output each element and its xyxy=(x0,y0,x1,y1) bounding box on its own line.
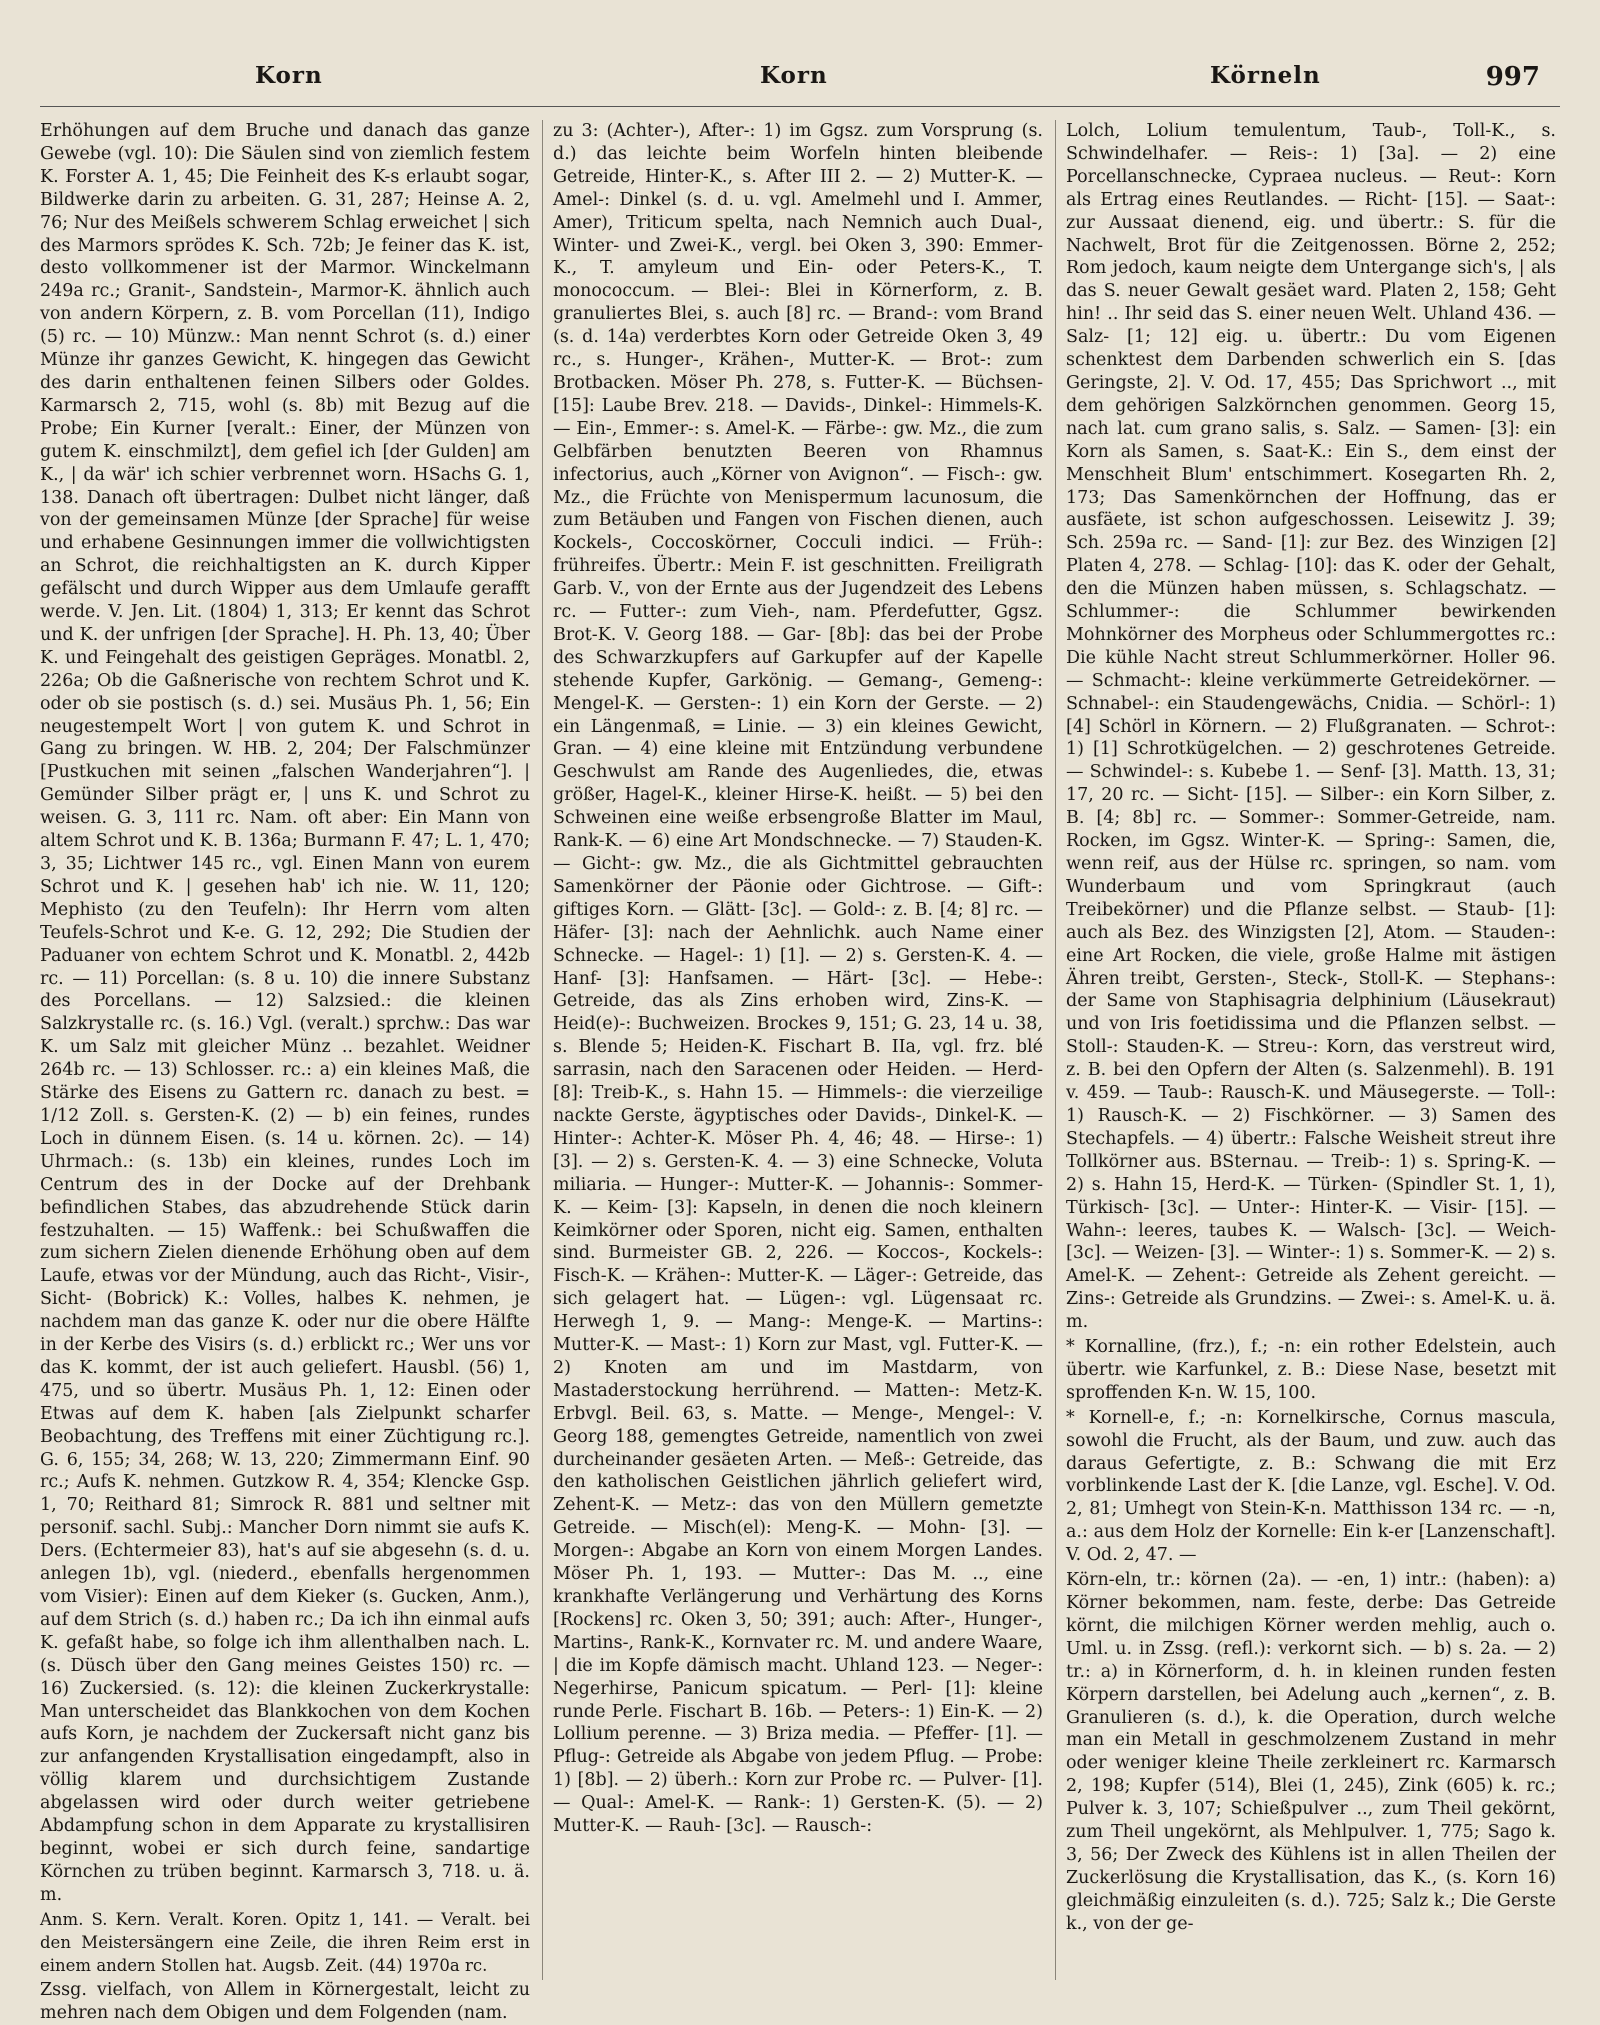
column-divider xyxy=(542,120,543,1980)
column-divider xyxy=(1055,120,1056,1980)
compound-intro-paragraph: Zssg. vielfach, von Allem in Körnergestalt, leicht zu mehren nach dem Obigen und dem Folgenden (nam. xyxy=(40,1980,530,2024)
header-center-headword: Korn xyxy=(760,62,828,89)
text-column-3 xyxy=(1066,120,1556,1980)
compound-list-paragraph: zu 3: (Achter-), After-: 1) im Ggsz. zum Vorsprung (s. d.) das leichte beim Worfeln hinten bleibende Getreide, Hinter-K., s. After III 2. — 2) Mutter-K. — Amel-: Dinkel (s. d. u. vgl. Amelmehl und I. Ammer, Amer), Triticum spelta, nach Nemnich auch Dual-, Winter- und Zwei-K., vergl. bei Oken 3, 390: Emmer-K., T. amyleum und Ein- oder Peters-K., T. monococcum. — Blei-: Blei in Körnerform, z. B. granuliertes Blei, s. auch [8] rc. — Brand-: vom Brand (s. d. 14a) verderbtes Korn oder Getreide Oken 3, 49 rc., s. Hunger-, Krähen-, Mutter-K. — Brot-: zum Brotbacken. Möser Ph. 278, s. Futter-K. — Büchsen- [15]: Laube Brev. 218. — Davids-, Dinkel-: Himmels-K. — Ein-, Emmer-: s. Amel-K. — Färbe-: gw. Mz., die zum Gelbfärben benutzten Beeren von Rhamnus infectorius, auch „Körner von Avignon“. — Fisch-: gw. Mz., die Früchte von Menispermum lacunosum, die zum Betäuben und Fangen von Fischen dienen, auch Kockels-, Coccoskörner, Cocculi indici. — Früh-: frühreifes. Übertr.: Mein F. ist geschnitten. Freiligrath Garb. V., von der Ernte aus der Jugendzeit des Lebens rc. — Futter-: zum Vieh-, nam. Pferdefutter, Ggsz. Brot-K. V. Georg 188. — Gar- [8b]: das bei der Probe des Schwarzkupfers auf Garkupfer auf der Kapelle stehende Kupfer, Garkönig. — Gemang-, Gemeng-: Mengel-K. — Gersten-: 1) ein Korn der Gerste. — 2) ein Längenmaß, = Linie. — 3) ein kleines Gewicht, Gran. — 4) eine kleine mit Entzündung verbundene Geschwulst am Rande des Augenliedes, die, etwas größer, Hagel-K., kleiner Hirse-K. heißt. — 5) bei den Schweinen eine weiße erbsengroße Blatter im Maul, Rank-K. — 6) eine Art Mondschnecke. — 7) Stauden-K. — Gicht-: gw. Mz., die als Gichtmittel gebrauchten Samenkörner der Päonie oder Gichtrose. — Gift-: giftiges Korn. — Glätt- [3c]. — Gold-: z. B. [4; 8] rc. — Häfer- [3]: nach der Aehnlichk. auch Name einer Schnecke. — Hagel-: 1) [1]. — 2) s. Gersten-K. 4. — Hanf- [3]: Hanfsamen. — Härt- [3c]. — Hebe-: Getreide, das als Zins erhoben wird, Zins-K. — Heid(e)-: Buchweizen. Brockes 9, 151; G. 23, 14 u. 38, s. Blende 5; Heiden-K. Fischart B. IIa, vgl. frz. blé sarrasin, nach den Saracenen oder Heiden. — Herd- [8]: Treib-K., s. Hahn 15. — Himmels-: die vierzeilige nackte Gerste, ägyptisches oder Davids-, Dinkel-K. — Hinter-: Achter-K. Möser Ph. 4, 46; 48. — Hirse-: 1) [3]. — 2) s. Gersten-K. 4. — 3) eine Schnecke, Voluta miliaria. — Hunger-: Mutter-K. — Johannis-: Sommer-K. — Keim- [3]: Kapseln, in denen die noch kleinern Keimkörner oder Sporen, nicht eig. Samen, enthalten sind. Burmeister GB. 2, 226. — Koccos-, Kockels-: Fisch-K. — Krähen-: Mutter-K. — Läger-: Getreide, das sich gelagert hat. — Lügen-: vgl. Lügensaat rc. Herwegh 1, 9. — Mang-: Menge-K. — Martins-: Mutter-K. — Mast-: 1) Korn zur Mast, vgl. Futter-K. — 2) Knoten am und im Mastdarm, von Mastaderstockung herrührend. — Matten-: Metz-K. Erbvgl. Beil. 63, s. Matte. — Menge-, Mengel-: V. Georg 188, gemengtes Getreide, namentlich von zwei durcheinander gesäeten Arten. — Meß-: Getreide, das den katholischen Geistlichen jährlich geliefert wird, Zehent-K. — Metz-: das von den Müllern gemetzte Getreide. — Misch(el): Meng-K. — Mohn- [3]. — Morgen-: Abgabe an Korn von einem Morgen Landes. Möser Ph. 1, 193. — Mutter-: Das M. .., eine krankhafte Verlängerung und Verhärtung des Korns [Rockens] rc. Oken 3, 50; 391; auch: After-, Hunger-, Martins-, Rank-K., Kornvater rc. M. und andere Waare, | die im Kopfe dämisch macht. Uhland 123. — Neger-: Negerhirse, Panicum spicatum. — Perl- [1]: kleine runde Perle. Fischart B. 16b. — Peters-: 1) Ein-K. — 2) Lollium perenne. — 3) Briza media. — Pfeffer- [1]. — Pflug-: Getreide als Abgabe von jedem Pflug. — Probe: 1) [8b]. — 2) überh.: Korn zur Probe rc. — Pulver- [1]. — Qual-: Amel-K. — Rank-: 1) Gersten-K. (5). — 2) Mutter-K. — Rauh- [3c]. — Rausch-: xyxy=(553,121,1043,1837)
running-header xyxy=(40,62,1560,102)
text-column-2 xyxy=(553,120,1043,1980)
annotation-paragraph: Anm. S. Kern. Veralt. Koren. Opitz 1, 141. — Veralt. bei den Meistersängern eine Zeile, die ihren Reim erst in einem andern Stollen hat. Augsb. Zeit. (44) 1970a rc. xyxy=(40,1909,530,1975)
header-right-headword: Körneln xyxy=(1210,62,1321,89)
entry-koerneln: Körn-eln, tr.: körnen (2a). — -en, 1) intr.: (haben): a) Körner bekommen, nam. feste, derbe: Das Getreide körnt, die milchigen Körner werden mehlig, auch o. Uml. u. in Zssg. (refl.): verkornt sich. — b) s. 2a. — 2) tr.: a) in Körnerform, d. h. in kleinen runden festen Körpern darstellen, bei Adelung auch „kernen“, z. B. Granulieren (s. d.), k. die Operation, durch welche man ein Metall in geschmolzenem Zustand in mehr oder weniger kleine Theile zerkleinert rc. Karmarsch 2, 198; Kupfer (514), Blei (1, 245), Zink (605) k. rc.; Pulver k. 3, 107; Schießpulver .., zum Theil gekörnt, zum Theil ungekörnt, als Mehlpulver. 1, 775; Sago k. 3, 56; Der Zweck des Kühlens ist in allen Theilen der Zuckerlösung die Krystallisation, das K., (s. Korn 16) gleichmäßig einzuleiten (s. d.). 725; Salz k.; Die Gerste k., von der ge- xyxy=(1066,1570,1556,1934)
header-rule xyxy=(40,106,1560,107)
entry-kornalline: * Kornalline, (frz.), f.; -n: ein rother Edelstein, auch übertr. wie Karfunkel, z. B.: Diese Nase, besetzt mit sproffenden K-n. W. 15, 100. xyxy=(1066,1337,1556,1403)
compound-list-paragraph: Lolch, Lolium temulentum, Taub-, Toll-K., s. Schwindelhafer. — Reis-: 1) [3a]. — 2) eine Porcellanschnecke, Cypraea nucleus. — Reut-: Korn als Ertrag eines Reutlandes. — Richt- [15]. — Saat-: zur Aussaat dienend, eig. und übertr.: S. für die Nachwelt, Brot für die Zeitgenossen. Börne 2, 252; Rom jedoch, kaum neigte dem Untergange sich's, | als das S. neuer Gewalt gesäet ward. Platen 2, 158; Geht hin! .. Ihr seid das S. einer neuen Welt. Uhland 436. — Salz- [1; 12] eig. u. übertr.: Du vom Eigenen schenktest dem Darbenden schwerlich ein S. [das Geringste, 2]. V. Od. 17, 455; Das Sprichwort .., mit dem gehörigen Salzkörnchen genommen. Georg 15, nach lat. cum grano salis, s. Salz. — Samen- [3]: ein Korn als Samen, s. Saat-K.: Ein S., dem einst der Menschheit Blum' entschimmert. Kosegarten Rh. 2, 173; Das Samenkörnchen der Hoffnung, das er ausfäete, ist schon aufgeschossen. Leisewitz J. 39; Sch. 259a rc. — Sand- [1]: zur Bez. des Winzigen [2] Platen 4, 278. — Schlag- [10]: das K. oder der Gehalt, den die Münzen haben müssen, s. Schlagschatz. — Schlummer-: die Schlummer bewirkenden Mohnkörner des Morpheus oder Schlummergottes rc.: Die kühle Nacht streut Schlummerkörner. Holler 96. — Schmacht-: kleine verkümmerte Getreidekörner. — Schnabel-: ein Staudengewächs, Cnidia. — Schörl-: 1) [4] Schörl in Körnern. — 2) Flußgranaten. — Schrot-: 1) [1] Schrotkügelchen. — 2) geschrotenes Getreide. — Schwindel-: s. Kubebe 1. — Senf- [3]. Matth. 13, 31; 17, 20 rc. — Sicht- [15]. — Silber-: ein Korn Silber, z. B. [4; 8b] rc. — Sommer-: Sommer-Getreide, nam. Rocken, im Ggsz. Winter-K. — Spring-: Samen, die, wenn reif, aus der Hülse rc. springen, so nam. vom Wunderbaum und vom Springkraut (auch Treibekörner) und die Pflanze selbst. — Staub- [1]: auch als Bez. des Winzigsten [2], Atom. — Stauden-: eine Art Rocken, die viele, große Halme mit ästigen Ähren treibt, Gersten-, Steck-, Stoll-K. — Stephans-: der Same von Staphisagria delphinium (Läusekraut) und von Iris foetidissima und die Pflanzen selbst. — Stoll-: Stauden-K. — Streu-: Korn, das verstreut wird, z. B. bei den Opfern der Alten (s. Salzenmehl). B. 191 v. 459. — Taub-: Rausch-K. und Mäusegerste. — Toll-: 1) Rausch-K. — 2) Fischkörner. — 3) Samen des Stechapfels. — 4) übertr.: Falsche Weisheit streut ihre Tollkörner aus. BSternau. — Treib-: 1) s. Spring-K. — 2) s. Hahn 15, Herd-K. — Türken- (Spindler St. 1, 1), Türkisch- [3c]. — Unter-: Hinter-K. — Visir- [15]. — Wahn-: leeres, taubes K. — Walsch- [3c]. — Weich- [3c]. — Weizen- [3]. — Winter-: 1) s. Sommer-K. — 2) s. Amel-K. — Zehent-: Getreide als Zehent gereicht. — Zins-: Getreide als Grundzins. — Zwei-: s. Amel-K. u. ä. m. xyxy=(1066,121,1556,1333)
entry-kornelle: * Kornell-e, f.; -n: Kornelkirsche, Cornus mascula, sowohl die Frucht, als der Baum, und zuw. auch das daraus Gefertigte, z. B.: Schwang die mit Erz vorblinkende Last der K. [die Lanze, vgl. Esche]. V. Od. 2, 81; Umhegt von Stein-K-n. Matthisson 134 rc. — -n, a.: aus dem Holz der Kornelle: Ein k-er [Lanzenschaft]. V. Od. 2, 47. — xyxy=(1066,1407,1556,1566)
entry-paragraph: Erhöhungen auf dem Bruche und danach das ganze Gewebe (vgl. 10): Die Säulen sind von ziemlich festem K. Forster A. 1, 45; Die Feinheit des K-s erlaubt sogar, Bildwerke darin zu arbeiten. G. 31, 287; Heinse A. 2, 76; Nur des Meißels schwerem Schlag erweichet | sich des Marmors sprödes K. Sch. 72b; Je feiner das K. ist, desto vollkommener ist der Marmor. Winckelmann 249a rc.; Granit-, Sandstein-, Marmor-K. ähnlich auch von andern Körpern, z. B. vom Porcellan (11), Indigo (5) rc. — 10) Münzw.: Man nennt Schrot (s. d.) einer Münze ihr ganzes Gewicht, K. hingegen das Gewicht des darin enthaltenen feinen Silbers oder Goldes. Karmarsch 2, 715, wohl (s. 8b) mit Bezug auf die Probe; Ein Kurner [veralt.: Einer, der Münzen von gutem K. einschmilzt], dem gefiel ich [der Gulden] am K., | da wär' ich schier verbrennet worn. HSachs G. 1, 138. Danach oft übertragen: Dulbet nicht länger, daß von der gemeinsamen Münze [der Sprache] für weise und erhabene Gesinnungen immer die vollwichtigsten an Schrot, die reichhaltigsten an K. durch Kipper gefälscht und durch Wipper aus dem Umlaufe gerafft werde. V. Jen. Lit. (1804) 1, 313; Er kennt das Schrot und K. der unfrigen [der Sprache]. H. Ph. 13, 40; Über K. und Feingehalt des geistigen Gepräges. Monatbl. 2, 226a; Ob die Gaßnerische von rechtem Schrot und K. oder ob sie postisch (s. d.) sei. Musäus Ph. 1, 56; Ein neugestempelt Wort | von gutem K. und Schrot in Gang zu bringen. W. HB. 2, 204; Der Falschmünzer [Pustkuchen mit seinen „falschen Wanderjahren“]. | Gemünder Silber prägt er, | uns K. und Schrot zu weisen. G. 3, 111 rc. Nam. oft aber: Ein Mann von altem Schrot und K. B. 136a; Burmann F. 47; L. 1, 470; 3, 35; Lichtwer 145 rc., vgl. Einen Mann von eurem Schrot und K. | gesehen hab' ich nie. W. 11, 120; Mephisto (zu den Teufeln): Ihr Herrn vom alten Teufels-Schrot und K-e. G. 12, 292; Die Studien der Paduaner von echtem Schrot und K. Monatbl. 2, 442b rc. — 11) Porcellan: (s. 8 u. 10) die innere Substanz des Porcellans. — 12) Salzsied.: die kleinen Salzkrystalle rc. (s. 16.) Vgl. (veralt.) sprchw.: Das war K. um Salz mit gleicher Münz .. bezahlet. Weidner 264b rc. — 13) Schlosser. rc.: a) ein kleines Maß, die Stärke des Eisens zu Gattern rc. danach zu best. = 1/12 Zoll. s. Gersten-K. (2) — b) ein feines, rundes Loch in dünnem Eisen. (s. 14 u. körnen. 2c). — 14) Uhrmach.: (s. 13b) ein kleines, rundes Loch im Centrum des in der Docke auf der Drehbank befindlichen Stabes, das abzudrehende Stück darin festzuhalten. — 15) Waffenk.: bei Schußwaffen die zum sichern Zielen dienende Erhöhung oben auf dem Laufe, etwas vor der Mündung, auch das Richt-, Visir-, Sicht- (Bobrick) K.: Volles, halbes K. nehmen, je nachdem man das ganze K. oder nur die obere Hälfte in der Kerbe des Visirs (s. d.) erblickt rc.; Wer uns vor das K. kommt, der ist auch geliefert. Hausbl. (56) 1, 475, und so übertr. Musäus Ph. 1, 12: Einen oder Etwas auf dem K. haben [als Zielpunkt scharfer Beobachtung, des Treffens mit einer Züchtigung rc.]. G. 6, 155; 34, 268; W. 13, 220; Zimmermann Einf. 90 rc.; Aufs K. nehmen. Gutzkow R. 4, 354; Klencke Gsp. 1, 70; Reithard 81; Simrock R. 881 und seltner mit personif. sachl. Subj.: Mancher Dorn nimmt sie aufs K. Ders. (Echtermeier 83), hat's auf sie abgesehn (s. d. u. anlegen 1b), vgl. (niederd., ebenfalls hergenommen vom Visier): Einen auf dem Kieker (s. Gucken, Anm.), auf dem Strich (s. d.) haben rc.; Da ich ihn einmal aufs K. gefaßt habe, so folge ich ihm allenthalben nach. L. (s. Düsch über den Gang meines Geistes 150) rc. — 16) Zuckersied. (s. 12): die kleinen Zuckerkrystalle: Man unterscheidet das Blankkochen von dem Kochen aufs Korn, je nachdem der Zuckersaft nicht ganz bis zur anfangenden Krystallisation eingedampft, also in völlig klarem und durchsichtigem Zustande abgelassen wird oder durch weiter getriebene Abdampfung schon in dem Apparate zu krystallisiren beginnt, wobei er sich durch feine, sandartige Körnchen zu trüben beginnt. Karmarsch 3, 718. u. ä. m. xyxy=(40,121,530,1905)
page-number: 997 xyxy=(1485,62,1540,92)
text-column-1 xyxy=(40,120,530,2024)
header-left-headword: Korn xyxy=(255,62,323,89)
